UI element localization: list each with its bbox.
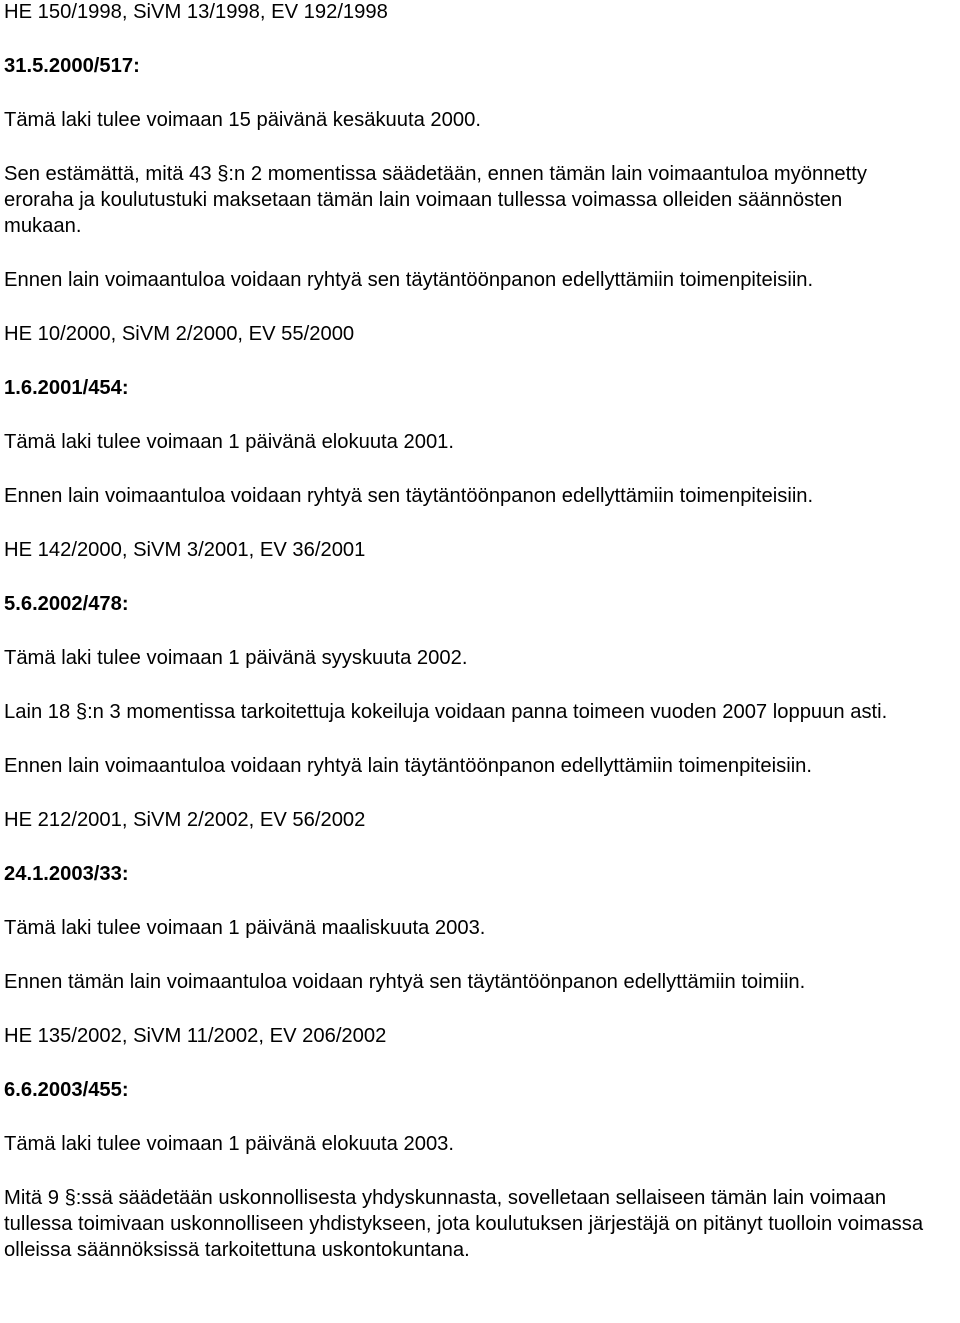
paragraph: Lain 18 §:n 3 momentissa tarkoitettuja kokeiluja voidaan panna toimeen vuoden 2007 loppuun asti. (4, 701, 888, 723)
paragraph: Tämä laki tulee voimaan 1 päivänä maaliskuuta 2003. (4, 917, 486, 939)
amendment-heading: 6.6.2003/455: (4, 1079, 129, 1101)
amendment-heading: 24.1.2003/33: (4, 863, 129, 885)
paragraph: Ennen lain voimaantuloa voidaan ryhtyä lain täytäntöönpanon edellyttämiin toimenpiteisiin. (4, 755, 813, 777)
paragraph: Ennen tämän lain voimaantuloa voidaan ryhtyä sen täytäntöönpanon edellyttämiin toimiin. (4, 971, 806, 993)
paragraph: Ennen lain voimaantuloa voidaan ryhtyä sen täytäntöönpanon edellyttämiin toimenpiteisiin. (4, 485, 814, 507)
paragraph: Tämä laki tulee voimaan 1 päivänä elokuuta 2001. (4, 431, 455, 453)
paragraph: Tämä laki tulee voimaan 15 päivänä kesäkuuta 2000. (4, 109, 481, 131)
document-body (4, 0, 958, 1263)
reference-line: HE 10/2000, SiVM 2/2000, EV 55/2000 (4, 323, 355, 345)
paragraph: Ennen lain voimaantuloa voidaan ryhtyä sen täytäntöönpanon edellyttämiin toimenpiteisiin. (4, 269, 814, 291)
paragraph: Mitä 9 §:ssä säädetään uskonnollisesta yhdyskunnasta, sovelletaan sellaiseen tämän lain voimaan tullessa toimivaan uskonnolliseen yhdistykseen, jota koulutuksen järjestäjä on pitänyt tuolloin voimassa olleissa säännöksissä tarkoitettuna uskontokuntana. (4, 1187, 924, 1261)
reference-line: HE 142/2000, SiVM 3/2001, EV 36/2001 (4, 539, 366, 561)
paragraph: Tämä laki tulee voimaan 1 päivänä syyskuuta 2002. (4, 647, 468, 669)
paragraph: Sen estämättä, mitä 43 §:n 2 momentissa säädetään, ennen tämän lain voimaantuloa myönnetty eroraha ja koulutustuki maksetaan tämän lain voimaan tullessa voimassa olleiden säännösten mukaan. (4, 163, 867, 237)
amendment-heading: 5.6.2002/478: (4, 593, 129, 615)
amendment-heading: 31.5.2000/517: (4, 55, 140, 77)
reference-line: HE 150/1998, SiVM 13/1998, EV 192/1998 (4, 1, 388, 23)
reference-line: HE 212/2001, SiVM 2/2002, EV 56/2002 (4, 809, 366, 831)
paragraph: Tämä laki tulee voimaan 1 päivänä elokuuta 2003. (4, 1133, 455, 1155)
reference-line: HE 135/2002, SiVM 11/2002, EV 206/2002 (4, 1025, 387, 1047)
amendment-heading: 1.6.2001/454: (4, 377, 129, 399)
